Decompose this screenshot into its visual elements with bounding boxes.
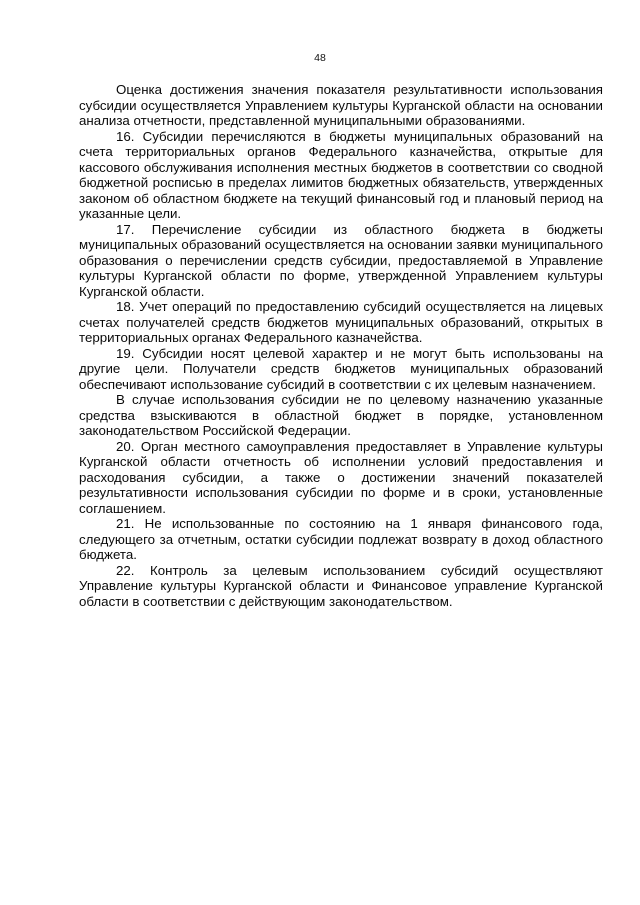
paragraph-19-targeted-use: 19. Субсидии носят целевой характер и не могут быть использованы на другие цели. Получатели средств бюджетов муниципальных образований обеспечивают использование субсидий в соответствии с их целевым назначением.	[79, 345, 603, 392]
paragraph-18-accounting: 18. Учет операций по предоставлению субсидий осуществляется на лицевых счетах получателей средств бюджетов муниципальных образований, открытых в территориальных органах Федерального казначейства.	[79, 299, 603, 345]
paragraph-21-unused-return: 21. Не использованные по состоянию на 1 января финансового года, следующего за отчетным, остатки субсидии подлежат возврату в доход областного бюджета.	[79, 516, 603, 562]
paragraph-performance-assessment: Оценка достижения значения показателя результативности использования субсидии осуществляется Управлением культуры Курганской области на основании анализа отчетности, представленной муниципальными образованиями.	[79, 82, 603, 128]
paragraph-22-control: 22. Контроль за целевым использованием субсидий осуществляют Управление культуры Курганской области и Финансовое управление Курганской области в соответствии с действующим законодательством.	[79, 562, 603, 609]
document-body	[79, 82, 603, 609]
page-number: 48	[314, 52, 326, 64]
paragraph-17-transfer-application: 17. Перечисление субсидии из областного бюджета в бюджеты муниципальных образований осуществляется на основании заявки муниципального образования о перечислении средств субсидии, предоставляемой в Управление культуры Курганской области по форме, утвержденной Управлением культуры Курганской области.	[79, 221, 603, 299]
paragraph-16-subsidy-transfer: 16. Субсидии перечисляются в бюджеты муниципальных образований на счета территориальных органов Федерального казначейства, открытые для кассового обслуживания исполнения местных бюджетов в соответствии со сводной бюджетной росписью в пределах лимитов бюджетных обязательств, утвержденных законом об областном бюджете на текущий финансовый год и плановый период на указанные цели.	[79, 128, 603, 221]
paragraph-20-reporting: 20. Орган местного самоуправления предоставляет в Управление культуры Курганской области отчетность об исполнении условий предоставления и расходования субсидии, а также о достижении значений показателей результативности использования субсидии по форме и в сроки, установленные соглашением.	[79, 438, 603, 516]
paragraph-misuse-recovery: В случае использования субсидии не по целевому назначению указанные средства взыскиваются в областной бюджет в порядке, установленном законодательством Российской Федерации.	[79, 392, 603, 438]
